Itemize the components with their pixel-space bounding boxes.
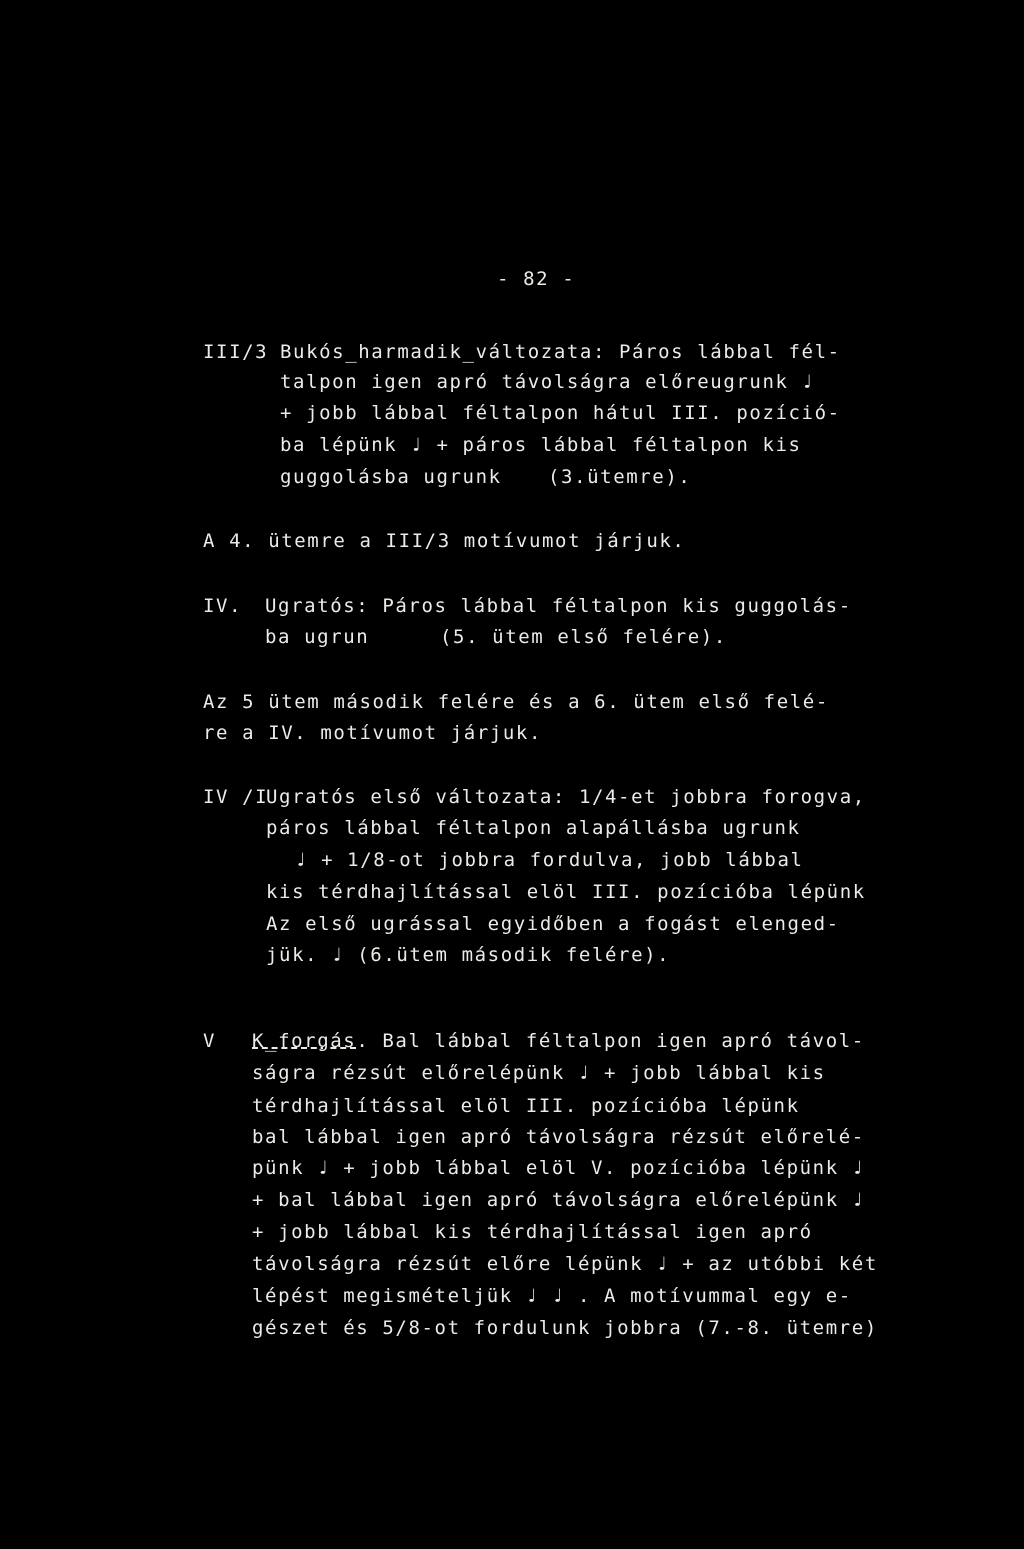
- text-line: pünk ♩ + jobb lábbal elöl V. pozícióba lépünk ♩: [252, 1157, 865, 1179]
- motif-title: Ugratós: [265, 595, 357, 617]
- text-line: ságra rézsút előrelépünk ♩ + jobb lábbal kis: [252, 1062, 826, 1084]
- text-line: + bal lábbal igen apró távolságra előrelépünk ♩: [252, 1189, 865, 1211]
- page-number: - 82 -: [497, 268, 576, 290]
- section-label: V: [203, 1030, 217, 1052]
- section-label: IV /I: [203, 786, 269, 808]
- section-heading: [252, 1030, 865, 1052]
- text-line: jük. ♩ (6.ütem második felére).: [266, 944, 671, 966]
- text-line: (5. ütem első felére).: [440, 626, 727, 648]
- section-label: III/3: [203, 341, 269, 363]
- motif-title: Ugratós: [266, 786, 358, 808]
- text-line: bal lábbal igen apró távolságra rézsút előrelé-: [252, 1126, 865, 1148]
- text-line: re a IV. motívumot járjuk.: [203, 722, 543, 744]
- text-line: ba lépünk ♩ + páros lábbal féltalpon kis: [280, 434, 802, 456]
- text-line: első változata: 1/4-et jobbra forogva,: [357, 786, 866, 808]
- text-line: + jobb lábbal kis térdhajlítással igen apró: [252, 1221, 813, 1243]
- text-line: Az első ugrással egyidőben a fogást elenged-: [266, 913, 840, 935]
- text-line: guggolásba ugrunk: [280, 466, 502, 488]
- section-label: IV.: [203, 595, 243, 617]
- motif-title: K_forgás: [252, 1030, 357, 1052]
- text-line: : Páros lábbal fél-: [592, 341, 841, 363]
- text-line: ♩ + 1/8-ot jobbra fordulva, jobb lábbal: [295, 849, 804, 871]
- text-line: lépést megismételjük ♩ ♩ . A motívummal egy e-: [252, 1285, 852, 1307]
- text-line: . Bal lábbal féltalpon igen apró távol-: [356, 1030, 865, 1052]
- text-line: : Páros lábbal féltalpon kis guggolás-: [356, 595, 852, 617]
- text-line: Az 5 ütem második felére és a 6. ütem első felé-: [203, 691, 829, 713]
- text-line: talpon igen apró távolságra előreugrunk ♩: [280, 371, 815, 393]
- section-heading: [265, 595, 852, 617]
- text-line: A 4. ütemre a III/3 motívumot járjuk.: [203, 530, 686, 552]
- motif-title: Bukós_harmadik_változata: [280, 341, 593, 363]
- section-heading: [280, 341, 841, 363]
- text-line: távolságra rézsút előre lépünk ♩ + az utóbbi két: [252, 1253, 878, 1275]
- text-line: ba ugrun: [265, 626, 370, 648]
- section-heading: [266, 786, 866, 808]
- text-line: páros lábbal féltalpon alapállásba ugrunk: [266, 817, 801, 839]
- text-line: (3.ütemre).: [548, 466, 692, 488]
- text-line: + jobb lábbal féltalpon hátul III. pozíció-: [280, 402, 841, 424]
- text-line: térdhajlítással elöl III. pozícióba lépünk: [252, 1095, 800, 1117]
- text-line: kis térdhajlítással elöl III. pozícióba lépünk: [266, 881, 866, 903]
- text-line: gészet és 5/8-ot fordulunk jobbra (7.-8. ütemre): [252, 1317, 878, 1339]
